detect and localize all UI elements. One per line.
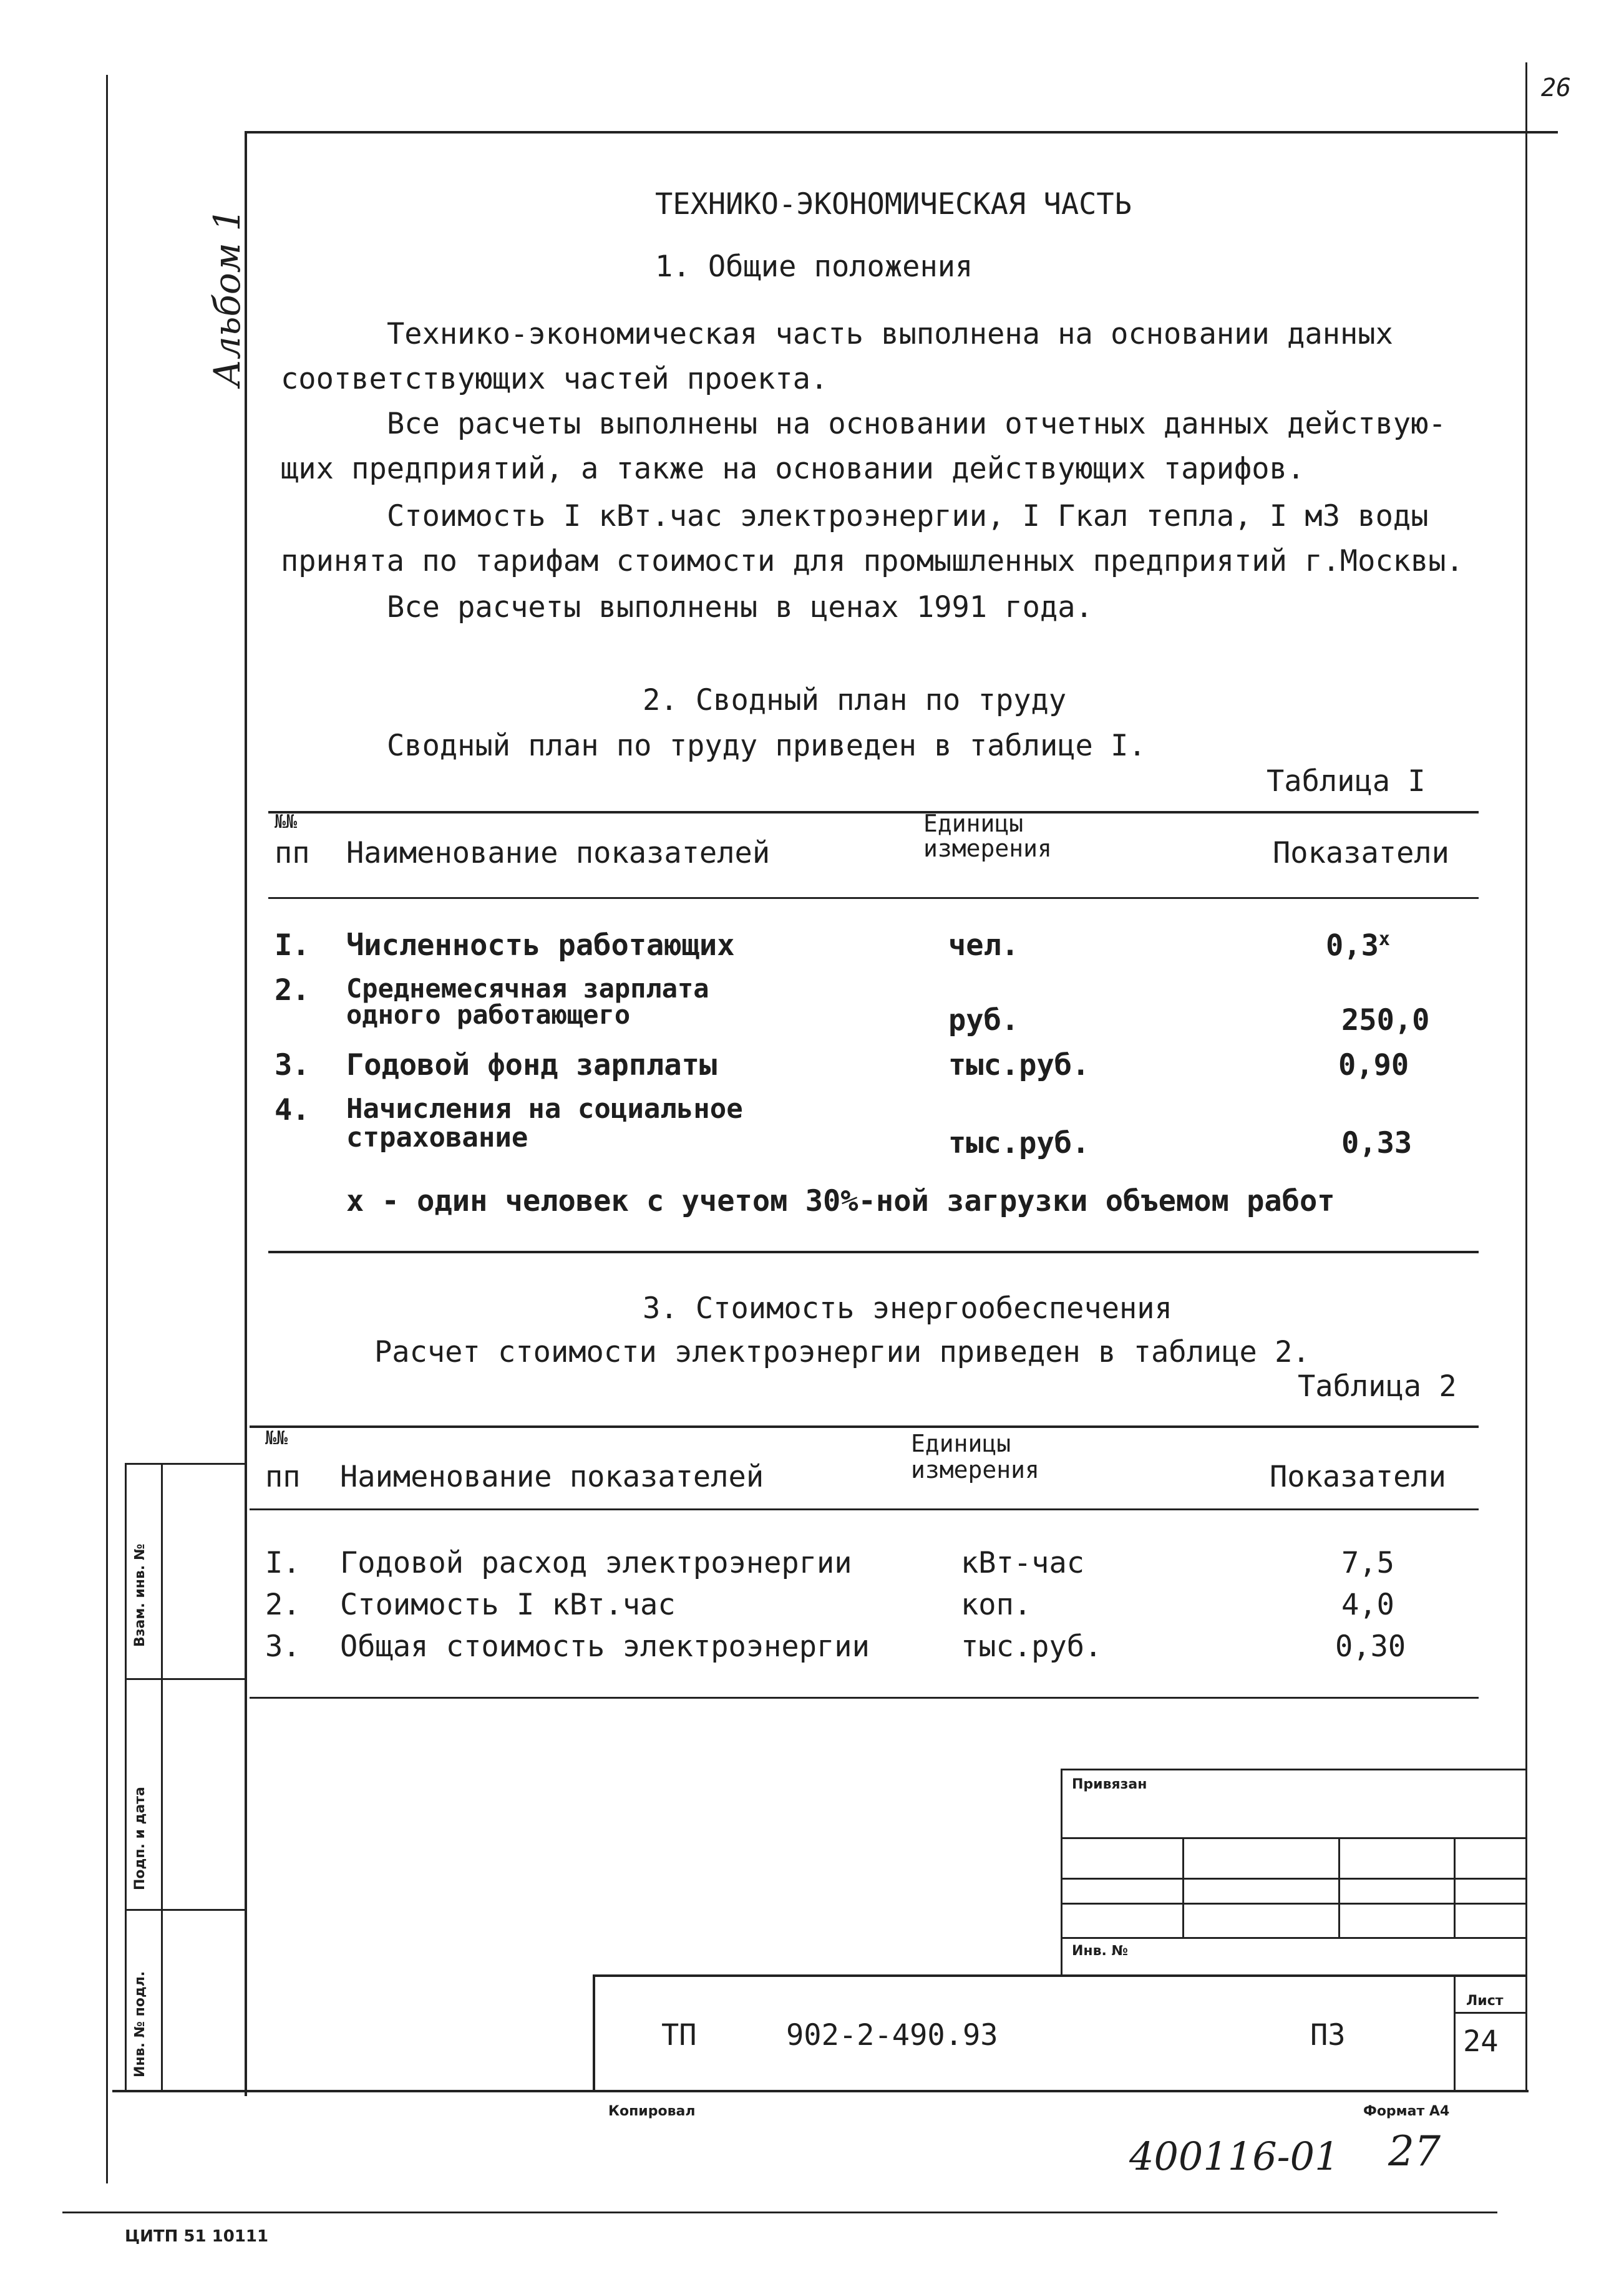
stamp-privyazan-left: [1061, 1769, 1062, 1974]
side-label-podp: Подп. и дата: [132, 1787, 148, 1890]
table1-row3-unit: тыс.руб.: [948, 1048, 1090, 1082]
table1-row2-name2: одного работающего: [346, 999, 631, 1030]
table1-row4-name2: страхование: [346, 1122, 528, 1153]
section1-heading: 1. Общие положения: [655, 250, 973, 284]
table1-row3-value: 0,90: [1338, 1048, 1409, 1082]
side-box-div1: [125, 1678, 246, 1680]
table2-row2-unit: коп.: [961, 1588, 1032, 1622]
table1-row4-num: 4.: [275, 1093, 310, 1127]
table1-header-rule: [268, 897, 1479, 899]
scan-bottom-line: [62, 2212, 1497, 2213]
stamp-sheet-div: [1454, 2012, 1525, 2014]
stamp-grid-v3: [1454, 1837, 1456, 1937]
table2-row2-num: 2.: [265, 1588, 301, 1622]
section2-intro: Сводный план по труду приведен в таблице I.: [387, 729, 1146, 763]
side-box-top: [125, 1463, 246, 1465]
stamp-privyazan-label: Привязан: [1072, 1777, 1147, 1792]
handwritten-page: 27: [1388, 2127, 1441, 2175]
table2-header-num2: пп: [265, 1460, 301, 1494]
table1-header-value: Показатели: [1273, 836, 1449, 870]
stamp-grid-h1: [1061, 1837, 1525, 1839]
table1-bottom-rule: [268, 1251, 1479, 1253]
table1-row1-name: Численность работающих: [346, 928, 735, 963]
table1-row1-value: [1326, 928, 1390, 963]
section3-intro: Расчет стоимости электроэнергии приведен в таблице 2.: [374, 1335, 1310, 1369]
table2-bottom-rule: [250, 1697, 1479, 1699]
table2-label: Таблица 2: [1298, 1369, 1457, 1404]
table2-row3-unit: тыс.руб.: [961, 1629, 1102, 1664]
side-box-div2: [125, 1909, 246, 1911]
table1-row2-num: 2.: [275, 973, 310, 1008]
table1-row4-name: Начисления на социальное: [346, 1093, 743, 1125]
table2-row1-value: 7,5: [1341, 1546, 1394, 1580]
stamp-grid-h3: [1061, 1903, 1525, 1905]
stamp-main-left: [593, 1974, 595, 2090]
album-label: Альбом 1: [206, 208, 248, 387]
table1-row4-value: 0,33: [1341, 1126, 1412, 1160]
table2-row3-value: 0,30: [1335, 1629, 1406, 1664]
frame-right-line: [1525, 62, 1527, 2090]
stamp-grid-v2: [1338, 1837, 1340, 1937]
table2-row1-unit: кВт-час: [961, 1546, 1085, 1580]
left-margin-line: [106, 75, 108, 2183]
table1-row3-num: 3.: [275, 1048, 310, 1082]
page-number-top: 26: [1541, 74, 1572, 102]
table1-row1-footnote-mark: х: [1378, 928, 1390, 950]
stamp-inv-label: Инв. №: [1072, 1943, 1129, 1959]
format-label: Формат А4: [1363, 2104, 1450, 2119]
stamp-main-top: [593, 1974, 1525, 1977]
table1-row2-value: 250,0: [1341, 1003, 1430, 1037]
print-code: ЦИТП 51 10111: [125, 2227, 269, 2246]
table1-footnote: х - один человек с учетом 30%-ной загрузки объемом работ: [346, 1184, 1335, 1218]
table1-row1-num: I.: [275, 928, 310, 963]
table2-header-num: №№: [265, 1427, 288, 1449]
handwritten-code: 400116-01: [1129, 2134, 1340, 2179]
table2-header-name: Наименование показателей: [340, 1460, 764, 1494]
page-title: ТЕХНИКО-ЭКОНОМИЧЕСКАЯ ЧАСТЬ: [655, 187, 1132, 221]
stamp-code-prefix: ТП: [661, 2018, 697, 2052]
side-label-inv: Инв. № подл.: [132, 1971, 148, 2077]
stamp-sheet-label: Лист: [1466, 1993, 1504, 2009]
stamp-code: 902-2-490.93: [786, 2018, 998, 2052]
frame-top-line: [245, 131, 1558, 134]
table2-row2-name: Стоимость I кВт.час: [340, 1588, 676, 1622]
table1-header-num: №№: [275, 811, 298, 833]
side-box-mid: [161, 1463, 163, 2090]
table2-row3-num: 3.: [265, 1629, 301, 1664]
section1-line-7: Все расчеты выполнены в ценах 1991 года.: [387, 590, 1093, 624]
section1-line-5: Стоимость I кВт.час электроэнергии, I Гкал тепла, I м3 воды: [387, 499, 1429, 533]
section1-line-2: соответствующих частей проекта.: [281, 362, 829, 396]
section1-line-4: щих предприятий, а также на основании действующих тарифов.: [281, 452, 1305, 486]
stamp-grid-v1: [1182, 1837, 1184, 1937]
side-box-left: [125, 1463, 127, 2090]
section3-heading: 3. Стоимость энергообеспечения: [643, 1291, 1172, 1326]
table2-row1-name: Годовой расход электроэнергии: [340, 1546, 852, 1580]
stamp-sheet-number: 24: [1463, 2024, 1499, 2059]
table2-top-rule: [250, 1425, 1479, 1428]
table1-row2-unit: руб.: [948, 1003, 1019, 1037]
copied-label: Копировал: [608, 2104, 696, 2119]
table1-row2-name: Среднемесячная зарплата: [346, 973, 709, 1004]
stamp-grid-h4: [1061, 1937, 1525, 1939]
table1-row1-unit: чел.: [948, 928, 1019, 963]
section1-line-6: принята по тарифам стоимости для промышленных предприятий г.Москвы.: [281, 544, 1464, 578]
stamp-grid-h2: [1061, 1878, 1525, 1880]
section1-line-3: Все расчеты выполнены на основании отчетных данных действую-: [387, 407, 1446, 441]
section2-heading: 2. Сводный план по труду: [643, 683, 1067, 717]
stamp-doc: ПЗ: [1310, 2018, 1346, 2052]
stamp-sheet-left: [1454, 1974, 1456, 2090]
table1-label: Таблица I: [1267, 764, 1426, 799]
section1-line-1: Технико-экономическая часть выполнена на основании данных: [387, 317, 1393, 351]
table2-header-unit1: Единицы: [911, 1430, 1011, 1457]
table1-row3-name: Годовой фонд зарплаты: [346, 1048, 717, 1082]
table2-row1-num: I.: [265, 1546, 301, 1580]
side-label-vzam: Взам. инв. №: [132, 1543, 148, 1647]
table2-row3-name: Общая стоимость электроэнергии: [340, 1629, 870, 1664]
frame-bottom-line: [112, 2090, 1529, 2092]
table2-header-rule: [250, 1508, 1479, 1510]
table1-row4-unit: тыс.руб.: [948, 1126, 1090, 1160]
table2-row2-value: 4,0: [1341, 1588, 1394, 1622]
table1-header-unit1: Единицы: [923, 810, 1024, 837]
frame-left-line: [245, 131, 247, 2096]
table2-header-value: Показатели: [1270, 1460, 1446, 1494]
table1-header-unit2: измерения: [923, 835, 1052, 862]
table1-top-rule: [268, 811, 1479, 813]
table2-header-unit2: измерения: [911, 1456, 1039, 1483]
table1-header-num2: пп: [275, 836, 310, 870]
stamp-privyazan-top: [1061, 1769, 1525, 1770]
table1-header-name: Наименование показателей: [346, 836, 771, 870]
table1-row1-value-number: 0,3: [1326, 928, 1379, 963]
